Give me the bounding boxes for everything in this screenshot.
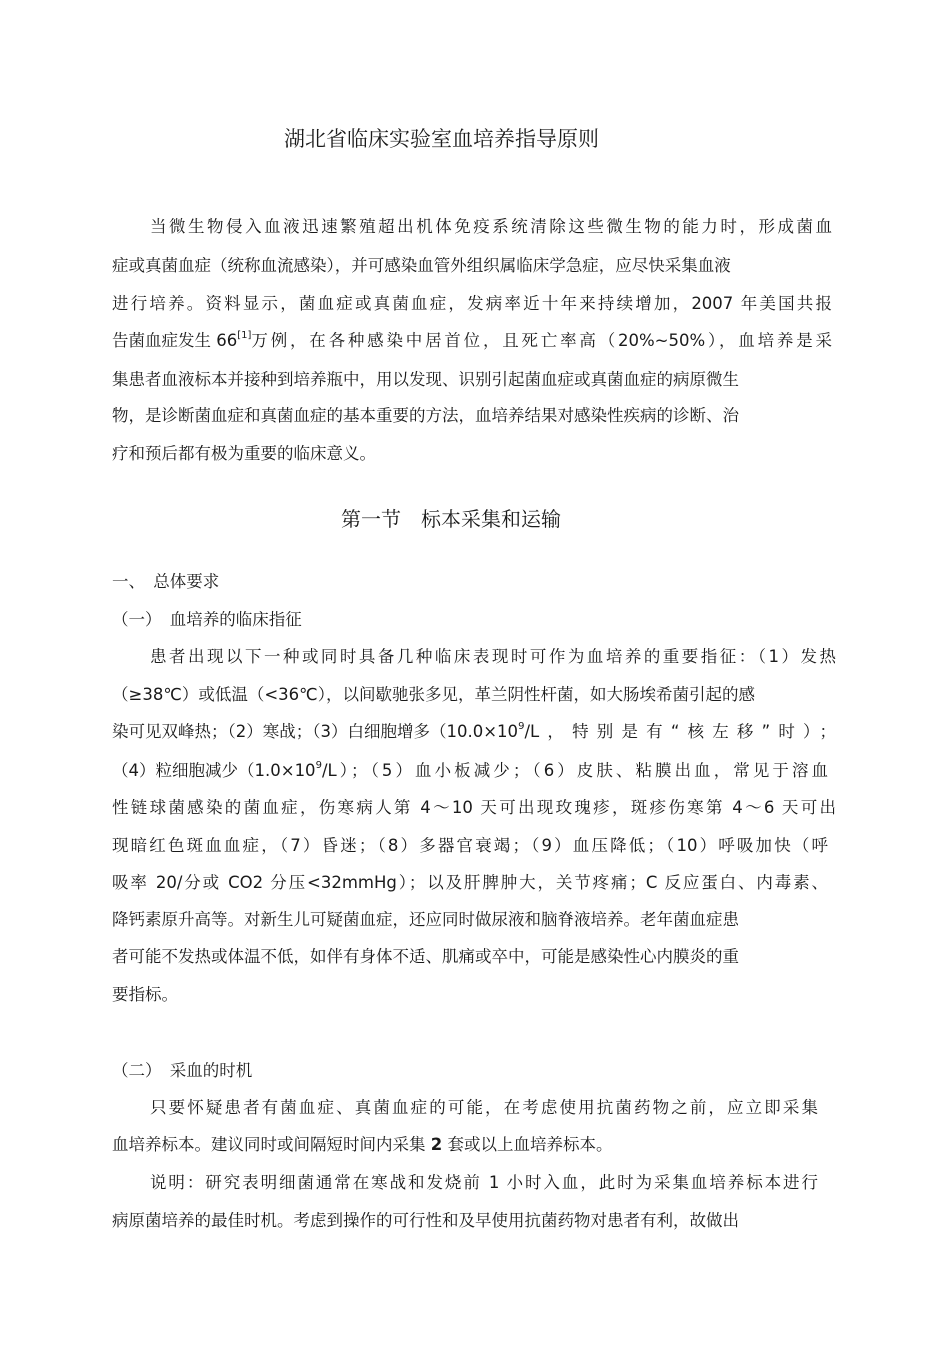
subheading-timing: （二） 采血的时机 xyxy=(112,1061,253,1080)
note-line-1: 说明：研究表明细菌通常在寒战和发烧前 1 小时入血，此时为采集血培养标本进行 xyxy=(150,1173,818,1192)
intro-line-1: 当微生物侵入血液迅速繁殖超出机体免疫系统清除这些微生物的能力时，形成菌血 xyxy=(150,217,832,236)
intro-line-2: 症或真菌血症（统称血流感染），并可感染血管外组织属临床学急症，应尽快采集血液 xyxy=(112,256,731,275)
document-title: 湖北省临床实验室血培养指导原则 xyxy=(284,127,599,151)
intro-line-7: 疗和预后都有极为重要的临床意义。 xyxy=(112,444,376,463)
timing-line-1: 只要怀疑患者有菌血症、真菌血症的可能，在考虑使用抗菌药物之前，应立即采集 xyxy=(150,1098,818,1117)
intro-line-6: 物，是诊断菌血症和真菌血症的基本重要的方法，血培养结果对感染性疾病的诊断、治 xyxy=(112,406,739,425)
timing-line-2: 血培养标本。建议同时或间隔短时间内采集 2 套或以上血培养标本。 xyxy=(112,1135,613,1154)
section-heading: 第一节 标本采集和运输 xyxy=(341,507,561,531)
indications-line-1: 患者出现以下一种或同时具备几种临床表现时可作为血培养的重要指征：（1）发热 xyxy=(150,647,836,666)
note-line-2: 病原菌培养的最佳时机。考虑到操作的可行性和及早使用抗菌药物对患者有利，故做出 xyxy=(112,1211,739,1230)
indications-line-2: （≥38℃）或低温（<36℃），以间歇驰张多见，革兰阴性杆菌，如大肠埃希菌引起的感 xyxy=(112,685,755,704)
indications-line-9: 者可能不发热或体温不低，如伴有身体不适、肌痛或卒中，可能是感染性心内膜炎的重 xyxy=(112,947,739,966)
intro-line-3: 进行培养。资料显示，菌血症或真菌血症，发病率近十年来持续增加，2007 年美国共报 xyxy=(112,294,832,313)
indications-line-6: 现暗红色斑血血症，（7）昏迷；（8）多器官衰竭；（9）血压降低；（10）呼吸加快（呼 xyxy=(112,836,828,855)
indications-line-8: 降钙素原升高等。对新生儿可疑菌血症，还应同时做尿液和脑脊液培养。老年菌血症患 xyxy=(112,910,739,929)
subheading-indications: （一） 血培养的临床指征 xyxy=(112,610,302,629)
intro-line-4: 告菌血症发生 66[1] 万例，在各种感染中居首位，且死亡率高（20%~50%），血培养是采 xyxy=(112,329,832,350)
indications-line-3: 染可见双峰热；（2）寒战；（3）白细胞增多（$10.0\times 10^9$ /L，特别是有“核左移”时）； xyxy=(112,720,836,741)
indications-line-10: 要指标。 xyxy=(112,985,178,1004)
indications-line-4: （4）粒细胞减少（$1.0\times 10^9$ /L）；（5）血小板减少；（6）皮肤、粘膜出血，常见于溶血 xyxy=(112,759,828,780)
indications-line-5: 性链球菌感染的菌血症，伤寒病人第 4～10 天可出现玫瑰疹，斑疹伤寒第 4～6 天可出 xyxy=(112,798,836,817)
indications-line-7: 吸率 20/分或 CO2 分压<32mmHg）；以及肝脾肿大，关节疼痛；C 反应蛋白、内毒素、 xyxy=(112,873,828,892)
intro-line-5: 集患者血液标本并接种到培养瓶中，用以发现、识别引起菌血症或真菌血症的病原微生 xyxy=(112,370,739,389)
subheading-general: 一、 总体要求 xyxy=(112,572,220,591)
